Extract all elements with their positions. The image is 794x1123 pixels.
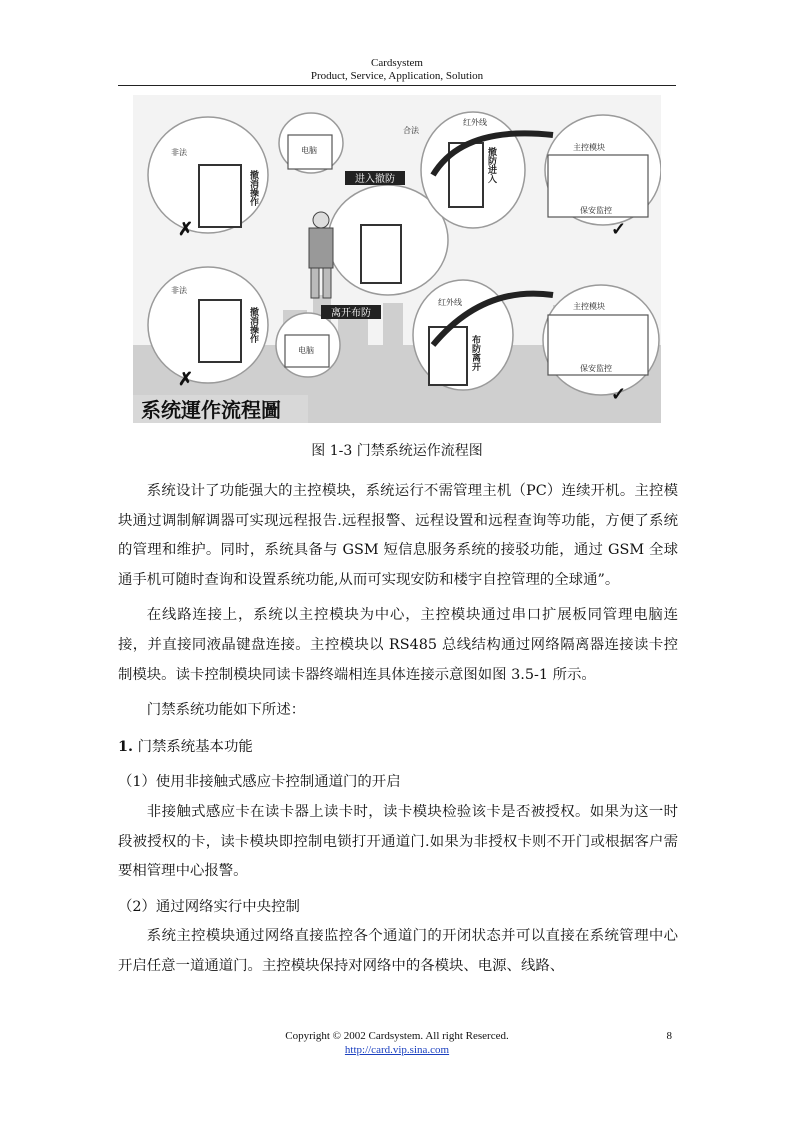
section-heading <box>118 732 678 763</box>
label-bl-action: 撤消操作 <box>248 307 258 343</box>
header-company: Cardsystem <box>371 57 423 69</box>
header-tagline: Product, Service, Application, Solution <box>310 70 484 82</box>
paragraph-2: 在线路连接上，系统以主控模块为中心，主控模块通过串口扩展板同管理电脑连接，并直接同液晶键盘连接。主控模块以 RS485 总线结构通过网络隔离器连接读卡控制模块。读卡控制模块同读卡器终端相连具体连接示意图如图 3.5-1 所示。 <box>118 607 678 683</box>
label-swipe-bad-top: 非法 <box>171 148 187 157</box>
paragraph-5: 系统主控模块通过网络直接监控各个通道门的开闭状态并可以直接在系统管理中心开启任意一道通道门。主控模块保持对网络中的各模块、电源、线路、 <box>118 928 678 974</box>
figure-banner: 系统運作流程圖 <box>141 398 281 422</box>
check-mark-bottom: ✓ <box>611 384 627 405</box>
label-pc-tl: 电脑 <box>301 146 317 155</box>
label-br-action: 布防离开 <box>470 335 480 371</box>
body-text <box>118 477 678 982</box>
label-sensor-top: 红外线 <box>463 118 487 127</box>
door-center <box>361 225 401 283</box>
label-swipe-ok: 合法 <box>403 126 419 135</box>
header-rule <box>118 85 676 86</box>
figure-caption: 图 1-3 门禁系统运作流程图 <box>311 443 483 459</box>
arrow-top-label: 进入撤防 <box>355 174 395 185</box>
label-sensor-bottom: 红外线 <box>438 298 462 307</box>
footer-url-link[interactable]: http://card.vip.sina.com <box>344 1044 450 1056</box>
label-swipe-bad-bottom: 非法 <box>171 286 187 295</box>
section-title: 门禁系统基本功能 <box>133 738 253 755</box>
check-mark-top: ✓ <box>611 219 627 240</box>
door-bottom-left <box>199 300 241 362</box>
item-1-heading: （1）使用非接触式感应卡控制通道门的开启 <box>118 774 401 791</box>
paragraph-3: 门禁系统功能如下所述： <box>146 702 306 719</box>
label-pc-bl: 电脑 <box>298 346 314 355</box>
footer-copyright: Copyright © 2002 Cardsystem. All right Reserced. <box>285 1030 509 1042</box>
label-tl-action: 撤消操作 <box>248 170 258 206</box>
page-number: 8 <box>666 1030 672 1042</box>
label-host-bottom: 主控模块 <box>573 302 605 311</box>
page-footer <box>118 1029 676 1057</box>
cross-mark-bottom: ✗ <box>178 369 194 390</box>
arrow-bottom-label: 离开布防 <box>331 308 371 319</box>
label-monitor-top: 保安监控 <box>580 206 612 215</box>
label-tr-action: 撤防进入 <box>486 147 496 183</box>
paragraph-1: 系统设计了功能强大的主控模块，系统运行不需管理主机（PC）连续开机。主控模块通过调制解调器可实现远程报告.远程报警、远程设置和远程查询等功能，方便了系统的管理和维护。同时，系统具备与 GSM 短信息服务系统的接驳功能，通过 GSM 全球通手机可随时查询和设置系统功能,从而可实现安防和楼宇自控管理的全球通”。 <box>118 483 678 588</box>
cross-mark-top: ✗ <box>178 219 194 240</box>
paragraph-4: 非接触式感应卡在读卡器上读卡时，读卡模块检验该卡是否被授权。如果为这一时段被授权的卡，读卡模块即控制电锁打开通道门.如果为非授权卡则不开门或根据客户需要相管理中心报警。 <box>118 803 678 880</box>
label-monitor-bottom: 保安监控 <box>580 364 612 373</box>
item-2-heading: （2）通过网络实行中央控制 <box>118 898 300 915</box>
door-bottom-right <box>429 327 467 385</box>
section-number: 1. <box>118 737 134 755</box>
label-host-top: 主控模块 <box>573 143 605 152</box>
door-top-left <box>199 165 241 227</box>
access-flow-figure <box>133 95 661 423</box>
page-header <box>118 57 676 83</box>
